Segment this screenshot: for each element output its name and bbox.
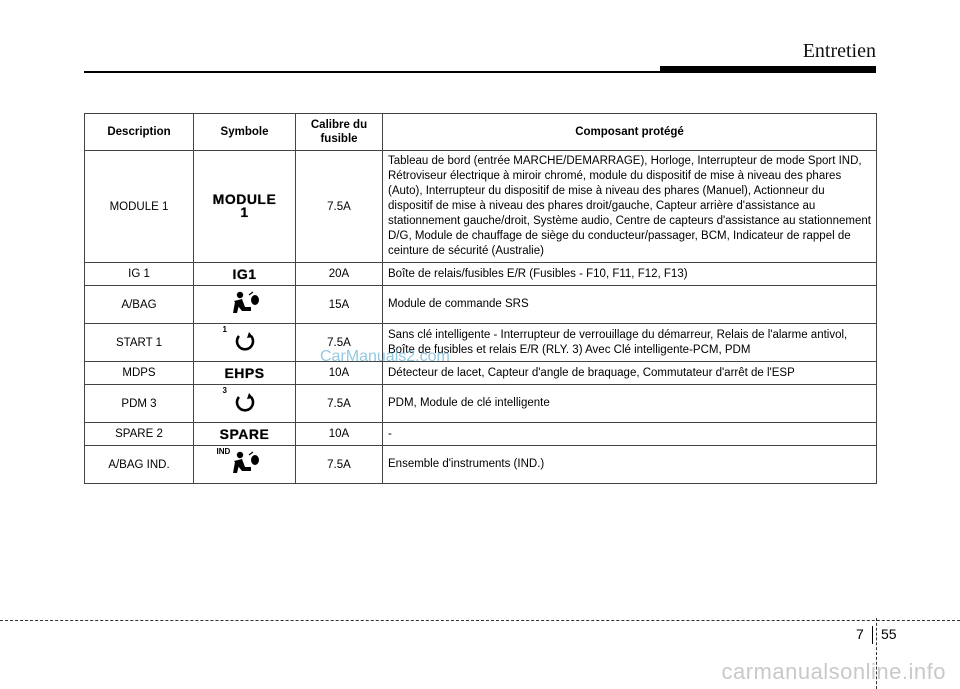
module-symbol-label: MODULE	[212, 191, 277, 207]
column-header-component: Composant protégé	[383, 114, 877, 151]
row-component: Détecteur de lacet, Capteur d'angle de braquage, Commutateur d'arrêt de l'ESP	[383, 362, 877, 385]
module-symbol-number: 1	[240, 204, 249, 220]
site-watermark: carmanualsonline.info	[721, 659, 946, 684]
column-header-symbol: Symbole	[194, 114, 296, 151]
footer-rule	[0, 620, 960, 621]
row-description: SPARE 2	[85, 423, 194, 446]
pdm-symbol-index: 3	[222, 386, 227, 395]
ig1-symbol: IG1	[232, 266, 257, 282]
column-header-description: Description	[85, 114, 194, 151]
watermark: CarManuals2.com	[320, 348, 450, 365]
row-description: MDPS	[85, 362, 194, 385]
row-rating: 10A	[296, 423, 383, 446]
row-rating: 7.5A	[296, 324, 383, 362]
table-row	[85, 263, 877, 286]
row-symbol	[194, 286, 296, 324]
row-description: START 1	[85, 324, 194, 362]
table-header-row	[85, 114, 877, 151]
row-rating: 20A	[296, 263, 383, 286]
ehps-symbol: EHPS	[224, 365, 265, 381]
page-number-separator	[872, 626, 873, 644]
airbag-icon	[215, 289, 275, 317]
spare-symbol: SPARE	[219, 426, 270, 442]
header-rule-accent	[660, 66, 876, 73]
row-rating: 10A	[296, 362, 383, 385]
page-section-title: Entretien	[802, 40, 876, 62]
row-component: -	[383, 423, 877, 446]
row-rating: 7.5A	[296, 385, 383, 423]
table-row	[85, 423, 877, 446]
row-component: Module de commande SRS	[383, 286, 877, 324]
table-row	[85, 362, 877, 385]
start-symbol-index: 1	[222, 325, 227, 334]
row-symbol	[194, 151, 296, 263]
table-row	[85, 324, 877, 362]
row-component: PDM, Module de clé intelligente	[383, 385, 877, 423]
row-symbol	[194, 324, 296, 362]
start-icon	[215, 327, 275, 355]
airbag-indicator-label: IND	[216, 447, 231, 456]
row-description: PDM 3	[85, 385, 194, 423]
row-component: Tableau de bord (entrée MARCHE/DEMARRAGE), Horloge, Interrupteur de mode Sport IND, Rétroviseur électrique à miroir chromé, module du dispositif de mise à niveau des phares (Auto), Interrupteur du dispositif de mise à niveau des phares (Manuel), Actionneur du dispositif de mise à niveau des phares droit/gauche, Capteur arrière d'assistance au stationnement gauche/droit, Système audio, Centre de capteurs d'assistance au stationnement D/G, Module de chauffage de siège du conducteur/passager, BCM, Indicateur de rappel de ceinture de sécurité (Australie)	[383, 151, 877, 263]
fuse-table	[84, 113, 877, 484]
row-description: A/BAG IND.	[85, 446, 194, 484]
table-row	[85, 151, 877, 263]
airbag-indicator-icon	[215, 449, 275, 477]
column-header-rating: Calibre du fusible	[296, 114, 383, 151]
row-description: MODULE 1	[85, 151, 194, 263]
row-component: Ensemble d'instruments (IND.)	[383, 446, 877, 484]
row-rating: 7.5A	[296, 446, 383, 484]
chapter-number: 7	[856, 626, 864, 642]
page-number: 55	[881, 626, 897, 642]
table-row	[85, 385, 877, 423]
table-row	[85, 286, 877, 324]
row-rating: 7.5A	[296, 151, 383, 263]
row-rating: 15A	[296, 286, 383, 324]
row-symbol	[194, 423, 296, 446]
row-description: A/BAG	[85, 286, 194, 324]
row-component: Boîte de relais/fusibles E/R (Fusibles - F10, F11, F12, F13)	[383, 263, 877, 286]
table-row	[85, 446, 877, 484]
row-component: Sans clé intelligente - Interrupteur de verrouillage du démarreur, Relais de l'alarme antivol, Boîte de fusibles et relais E/R (RLY. 3) Avec Clé intelligente-PCM, PDM	[383, 324, 877, 362]
row-symbol	[194, 362, 296, 385]
row-description: IG 1	[85, 263, 194, 286]
row-symbol	[194, 263, 296, 286]
row-symbol	[194, 446, 296, 484]
header-rule	[84, 71, 664, 73]
row-symbol	[194, 385, 296, 423]
start-icon	[215, 388, 275, 416]
